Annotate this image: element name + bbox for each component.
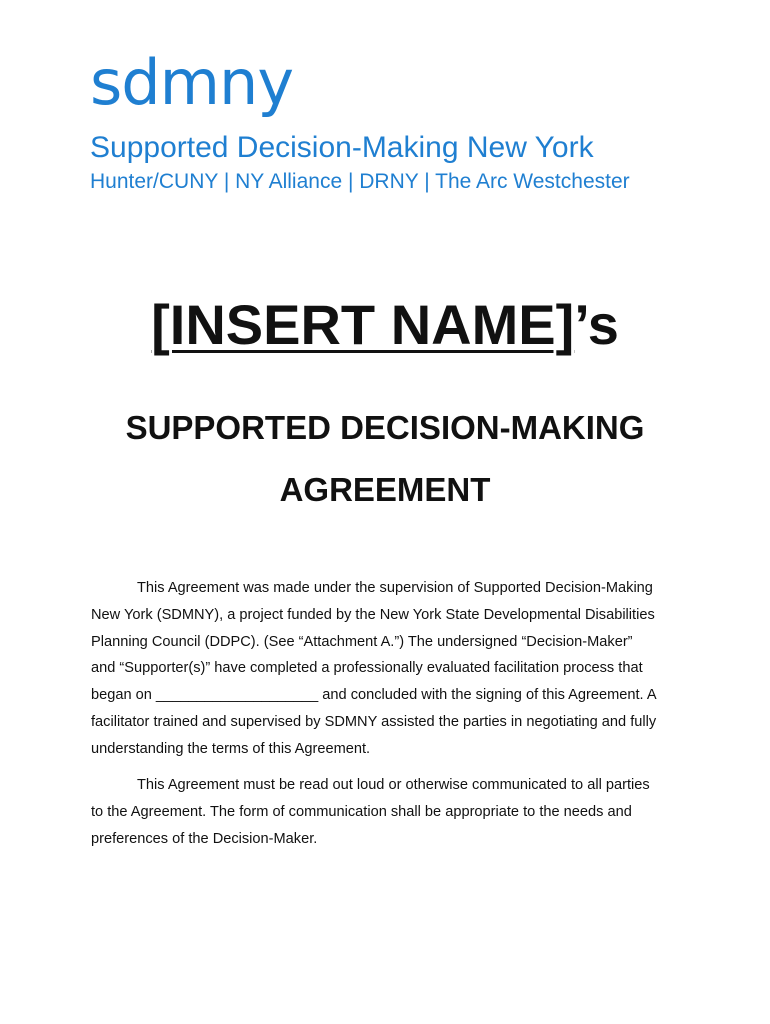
paragraph-line: facilitator trained and supervised by SDMNY assisted the parties in negotiating and fully bbox=[91, 713, 657, 730]
subtitle-line-1: SUPPORTED DECISION-MAKING bbox=[125, 409, 645, 446]
logo-organization-name: Supported Decision-Making New York bbox=[90, 131, 594, 164]
paragraph-line: to the Agreement. The form of communication shall be appropriate to the needs and bbox=[91, 803, 632, 820]
title-possessive: ’s bbox=[574, 293, 619, 356]
paragraph-line-date-blank: began on ____________________ and concluded with the signing of this Agreement. A bbox=[91, 687, 657, 704]
paragraph-supervision bbox=[91, 575, 691, 763]
paragraph-line: This Agreement was made under the supervision of Supported Decision-Making bbox=[137, 580, 653, 596]
document-title bbox=[0, 292, 770, 358]
paragraph-communication bbox=[91, 772, 691, 852]
paragraph-line: understanding the terms of this Agreement. bbox=[91, 740, 371, 757]
paragraph-line: Planning Council (DDPC). (See “Attachment A.”) The undersigned “Decision-Maker” bbox=[91, 633, 633, 650]
paragraph-line: and “Supporter(s)” have completed a professionally evaluated facilitation process that bbox=[91, 660, 643, 677]
logo-wordmark: sdmny bbox=[90, 46, 294, 119]
logo-partners: Hunter/CUNY | NY Alliance | DRNY | The Arc Westchester bbox=[90, 170, 630, 193]
name-placeholder: [INSERT NAME] bbox=[151, 293, 575, 356]
subtitle-line-2: AGREEMENT bbox=[279, 471, 491, 508]
paragraph-line: preferences of the Decision-Maker. bbox=[91, 830, 318, 847]
sdmny-logo bbox=[90, 46, 710, 194]
paragraph-line: This Agreement must be read out loud or otherwise communicated to all parties bbox=[137, 777, 650, 793]
paragraph-line: New York (SDMNY), a project funded by the New York State Developmental Disabilities bbox=[91, 606, 655, 623]
